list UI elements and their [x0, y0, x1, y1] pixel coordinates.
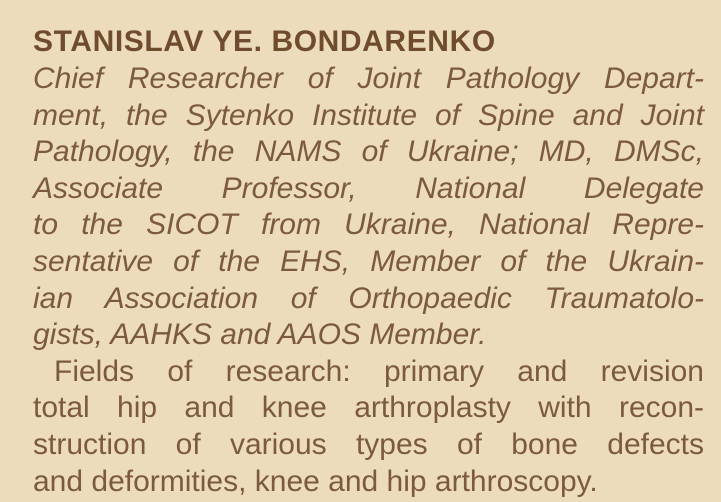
bio-paragraph — [33, 61, 704, 354]
research-line: total hip and knee arthroplasty with recon- — [33, 391, 704, 425]
bio-line: Pathology, the NAMS of Ukraine; MD, DMSc, — [33, 135, 704, 169]
bio-line: gists, AAHKS and AAOS Member. — [33, 318, 487, 352]
bio-line: Chief Researcher of Joint Pathology Depart- — [33, 62, 704, 95]
bio-line: ian Association of Orthopaedic Traumatolo- — [33, 281, 704, 315]
researcher-name: STANISLAV YE. BONDARENKO — [33, 25, 496, 58]
research-line: struction of various types of bone defects — [33, 427, 704, 461]
research-line: and deformities, knee and hip arthroscopy. — [33, 464, 598, 498]
research-paragraph — [33, 354, 704, 500]
bio-line: sentative of the EHS, Member of the Ukrain- — [33, 244, 704, 278]
research-line: Fields of research: primary and revision — [54, 354, 704, 388]
bio-line: to the SICOT from Ukraine, National Repre- — [33, 208, 704, 242]
bio-line: ment, the Sytenko Institute of Spine and Joint — [33, 98, 704, 132]
bio-line: Associate Professor, National Delegate — [33, 171, 704, 205]
